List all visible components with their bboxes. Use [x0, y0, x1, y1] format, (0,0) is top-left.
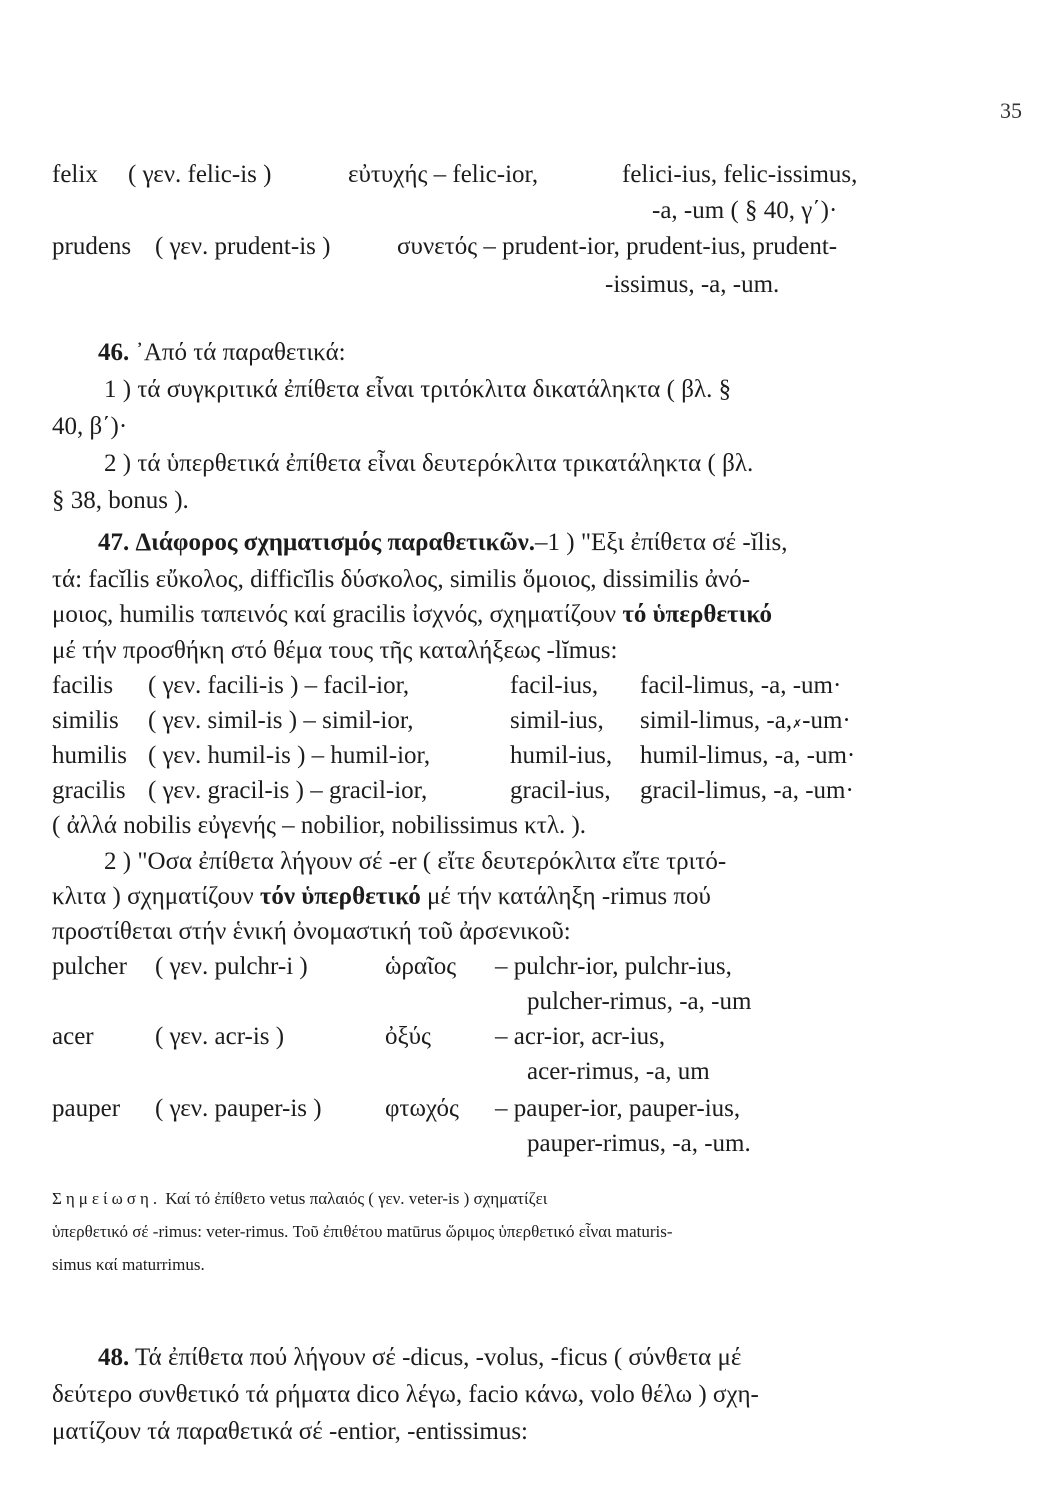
section-47-title: Διάφορος σχηματισμός παραθετικῶν.: [135, 529, 536, 556]
section-47-line-4: μέ τήν προσθήκη στό θέμα τους τῆς καταλήξεως -lĭmus:: [52, 637, 618, 664]
humilis-ius: humil-ius,: [510, 742, 613, 769]
section-48-number: 48.: [98, 1344, 130, 1371]
acer-sup: acer-rimus, -a, um: [527, 1058, 710, 1085]
gracilis-sup: gracil-limus, -a, -um·: [640, 777, 854, 804]
note-line-2: ὑπερθετικό σέ -rimus: veter-rimus. Τοῦ ἐπιθέτου matūrus ὥριμος ὑπερθετικό εἶναι maturis-: [52, 1222, 673, 1241]
section-46-line-1: 1 ) τά συγκριτικά ἐπίθετα εἶναι τριτόκλιτα δικατάληκτα ( βλ. §: [104, 376, 732, 403]
similis-ius: simil-ius,: [510, 707, 604, 734]
felix-word: felix: [52, 161, 98, 188]
page-number: 35: [1000, 98, 1022, 123]
note-line-3: simus καί maturrimus.: [52, 1255, 205, 1274]
felix-gen: ( γεν. felic-is ): [128, 161, 272, 188]
pauper-gen: ( γεν. pauper-is ): [155, 1095, 322, 1122]
pulcher-word: pulcher: [52, 953, 127, 980]
acer-gen: ( γεν. acr-is ): [155, 1023, 285, 1050]
acer-comp: – acr-ior, acr-ius,: [495, 1023, 666, 1050]
pulcher-comp: – pulchr-ior, pulchr-ius,: [495, 953, 732, 980]
pulcher-sup: pulcher-rimus, -a, -um: [527, 988, 752, 1015]
section-47-heading: [98, 528, 788, 558]
section-46-title: ᾿Από τά παραθετικά:: [135, 339, 346, 366]
section-47-line-3-bold: τό ὑπερθετικό: [622, 601, 772, 628]
pulcher-gen: ( γεν. pulchr-i ): [155, 953, 308, 980]
gracilis-word: gracilis: [52, 777, 126, 804]
facilis-ius: facil-ius,: [510, 672, 599, 699]
humilis-forms: ( γεν. humil-is ) – humil-ior,: [148, 742, 431, 769]
section-47-line-3-text: μοιος, humilis ταπεινός καί gracilis ἰσχνός, σχηματίζουν: [52, 601, 623, 628]
similis-sup-um: -um·: [802, 707, 851, 734]
section-48-line-3: ματίζουν τά παραθετικά σέ -entior, -entissimus:: [52, 1418, 528, 1445]
facilis-forms: ( γεν. facili-is ) – facil-ior,: [148, 672, 410, 699]
prudens-word: prudens: [52, 233, 132, 260]
similis-forms: ( γεν. simil-is ) – simil-ior,: [148, 707, 414, 734]
section-48-line-1: [98, 1343, 741, 1373]
acer-gloss: ὀξύς: [385, 1023, 431, 1050]
section-47-line-3: [52, 600, 772, 630]
note-label: Σημείωση.: [52, 1189, 162, 1208]
section-46-heading: [98, 338, 346, 368]
section-48-line-2: δεύτερο συνθετικό τά ρήματα dico λέγω, facio κάνω, volo θέλω ) σχη-: [52, 1381, 759, 1408]
facilis-sup: facil-limus, -a, -um·: [640, 672, 842, 699]
prudens-gen: ( γεν. prudent-is ): [155, 233, 331, 260]
section-48-line-1-text: Τά ἐπίθετα πού λήγουν σέ -dicus, -volus, -ficus ( σύνθετα μέ: [129, 1344, 742, 1371]
felix-cont: -a, -um ( § 40, γ΄)·: [652, 197, 838, 224]
section-46-number: 46.: [98, 339, 130, 366]
section-46-line-2b: § 38, bonus ).: [52, 487, 189, 514]
prudens-comp: συνετός – prudent-ior, prudent-ius, prudent-: [397, 233, 838, 260]
pauper-word: pauper: [52, 1095, 121, 1122]
nobilis-note: ( ἀλλά nobilis εὐγενής – nobilior, nobilissimus κτλ. ).: [52, 812, 587, 839]
acer-word: acer: [52, 1023, 94, 1050]
humilis-word: humilis: [52, 742, 128, 769]
note-line-1-text: Καί τό ἐπίθετο vetus παλαιός ( γεν. veter-is ) σχηματίζει: [161, 1189, 548, 1208]
section-47-p2-line-2: [52, 882, 711, 912]
felix-sup: felici-ius, felic-issimus,: [622, 161, 858, 188]
similis-sup: [640, 706, 851, 739]
pulcher-gloss: ὡραῖος: [385, 953, 457, 980]
pauper-sup: pauper-rimus, -a, -um.: [527, 1130, 751, 1157]
section-47-line-2: τά: facĭlis εὔκολος, difficĭlis δύσκολος, similis ὅμοιος, dissimilis ἀνό-: [52, 566, 751, 593]
gracilis-forms: ( γεν. gracil-is ) – gracil-ior,: [148, 777, 428, 804]
section-47-p2-line-1: 2 ) "Οσα ἐπίθετα λήγουν σέ -er ( εἴτε δευτερόκλιτα εἴτε τριτό-: [104, 848, 727, 875]
section-47-p2-line-3: προστίθεται στήν ἑνική ὀνομαστική τοῦ ἀρσενικοῦ:: [52, 918, 571, 945]
pauper-comp: – pauper-ior, pauper-ius,: [495, 1095, 741, 1122]
pauper-gloss: φτωχός: [385, 1095, 459, 1122]
section-47-p2-line-2a: κλιτα ) σχηματίζουν: [52, 883, 260, 910]
section-47-number: 47.: [98, 529, 130, 556]
section-46-line-2: 2 ) τά ὑπερθετικά ἐπίθετα εἶναι δευτερόκλιτα τρικατάληκτα ( βλ.: [104, 450, 754, 477]
section-47-p2-line-2c: μέ τήν κατάληξη -rimus πού: [420, 883, 711, 910]
section-47-p2-line-2-bold: τόν ὑπερθετικό: [259, 883, 421, 910]
section-47-line-1: –1 ) "Εξι ἐπίθετα σέ -ĭlis,: [535, 529, 788, 556]
similis-word: similis: [52, 707, 119, 734]
similis-sup-text: simil-limus, -a,: [640, 707, 793, 734]
humilis-sup: humil-limus, -a, -um·: [640, 742, 856, 769]
section-46-line-1b: 40, β΄)·: [52, 413, 128, 440]
gracilis-ius: gracil-ius,: [510, 777, 611, 804]
felix-comp: εὐτυχής – felic-ior,: [348, 161, 539, 188]
note-line-1: [52, 1187, 547, 1211]
prudens-cont: -issimus, -a, -um.: [605, 271, 780, 298]
facilis-word: facilis: [52, 672, 114, 699]
stray-mark-icon: ✗: [792, 717, 803, 731]
